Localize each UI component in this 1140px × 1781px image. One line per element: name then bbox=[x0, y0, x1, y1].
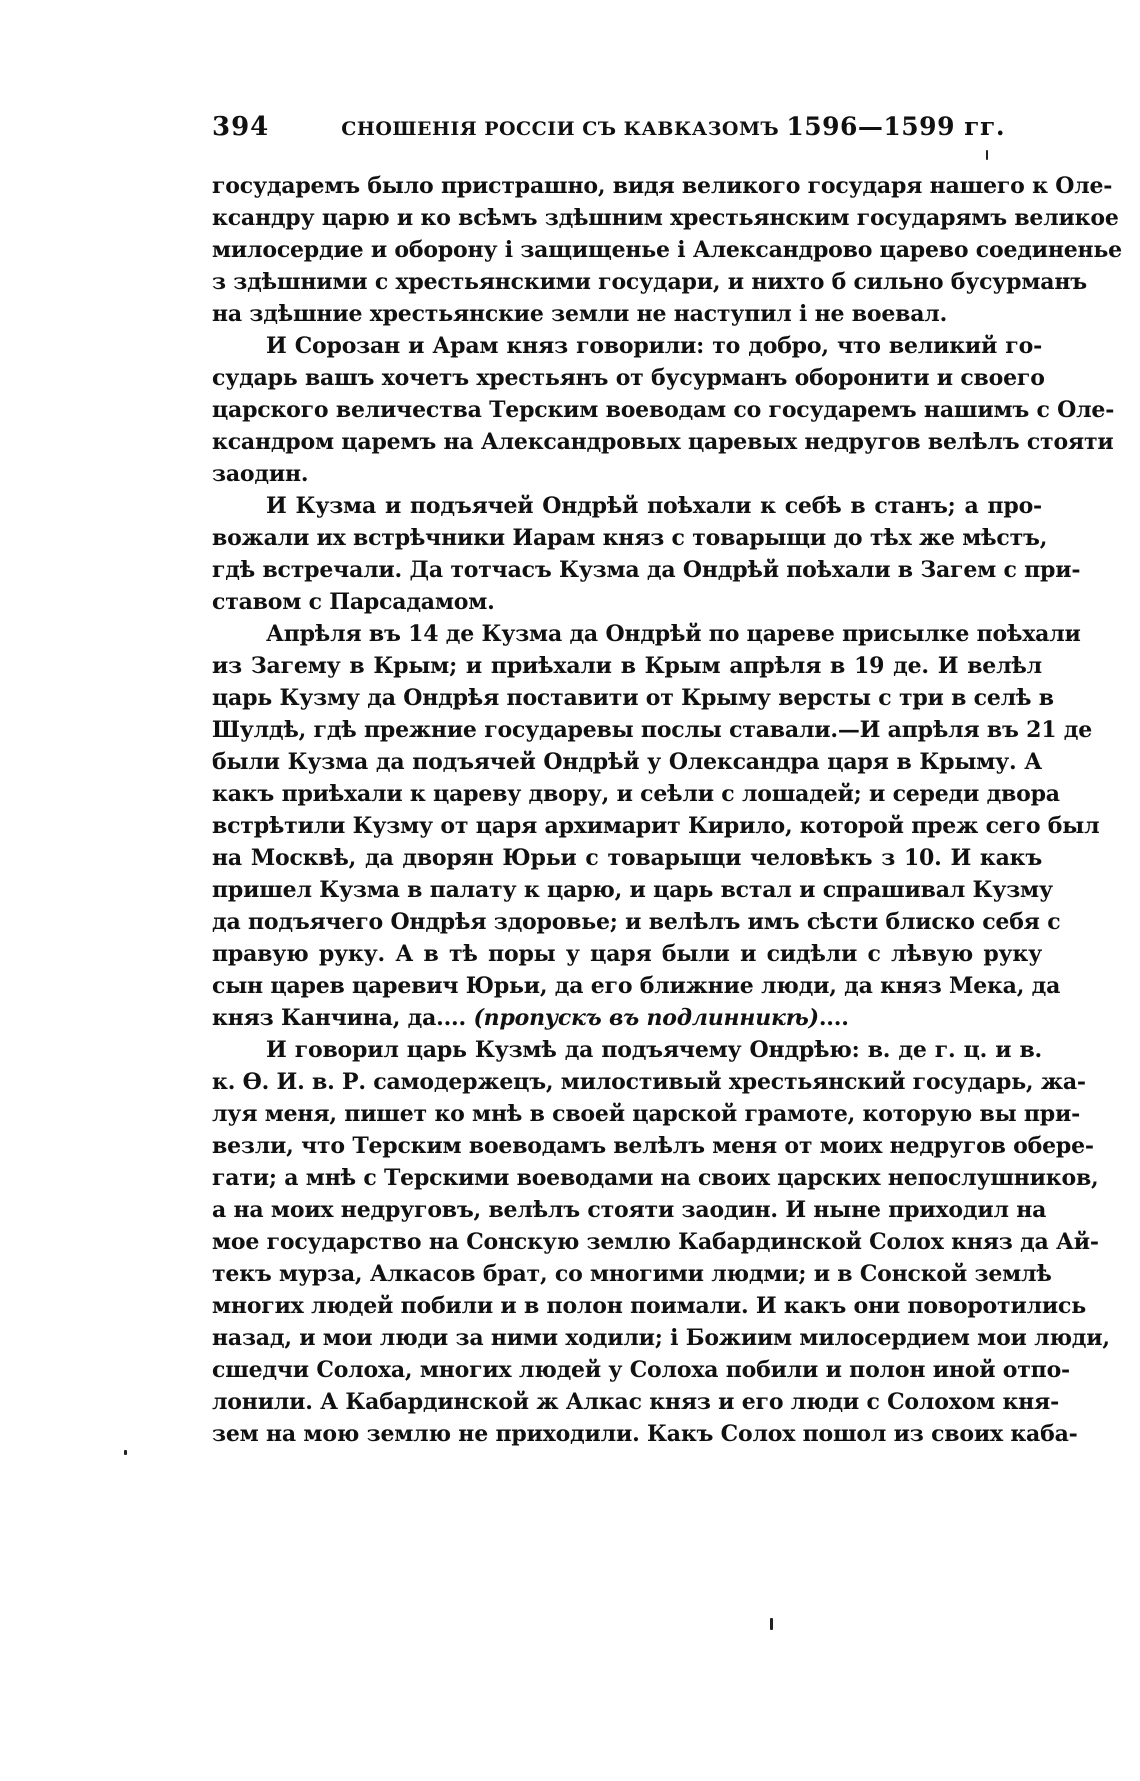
running-title-years: 1596—1599 гг. bbox=[786, 112, 1006, 141]
paragraph bbox=[212, 170, 1122, 330]
text-line: И говорил царь Кузмѣ да подъячему Ондрѣю: в. де г. ц. и в. bbox=[266, 1037, 1042, 1063]
text-line: на здѣшние хрестьянские земли не наступил і не воевал. bbox=[212, 301, 948, 327]
text-line: княз Канчина, да.... (пропускъ въ подлинникѣ).... bbox=[212, 1005, 849, 1031]
paragraph bbox=[212, 490, 1081, 618]
text-line: сын царев царевич Юрьи, да его ближние люди, да княз Мека, да bbox=[212, 973, 1061, 999]
running-title-text: СНОШЕНІЯ РОССІИ СЪ КАВКАЗОМЪ bbox=[341, 118, 780, 140]
text-line: Апрѣля въ 14 де Кузма да Ондрѣй по цареве присылке поѣхали bbox=[266, 621, 1081, 647]
text-line: заодин. bbox=[212, 461, 309, 487]
text-line: луя меня, пишет ко мнѣ в своей царской грамоте, которую вы при- bbox=[212, 1101, 1081, 1127]
text-line: сшедчи Солоха, многих людей у Солоха побили и полон иной отпо- bbox=[212, 1357, 1070, 1383]
page-number: 394 bbox=[212, 112, 270, 142]
text-line: вожали их встрѣчники Иарам княз с товарыщи до тѣх же мѣстъ, bbox=[212, 525, 1048, 551]
paragraph bbox=[212, 618, 1100, 1034]
text-line: к. Ѳ. И. в. Р. самодержецъ, милостивый хрестьянский государь, жа- bbox=[212, 1069, 1086, 1095]
text-line: царь Кузму да Ондрѣя поставити от Крыму версты с три в селѣ в bbox=[212, 685, 1054, 711]
text-line: текъ мурза, Алкасов брат, со многими людми; и в Сонской землѣ bbox=[212, 1261, 1052, 1287]
text-line: из Загему в Крым; и приѣхали в Крым апрѣля в 19 де. И велѣл bbox=[212, 653, 1042, 679]
text-line: встрѣтили Кузму от царя архимарит Кирило, которой преж сего был bbox=[212, 813, 1100, 839]
scan-speck bbox=[124, 1450, 127, 1455]
text-line: зем на мою землю не приходили. Какъ Солох пошол из своих каба- bbox=[212, 1421, 1078, 1447]
text-line: государемъ было пристрашно, видя великого государя нашего к Оле- bbox=[212, 173, 1113, 199]
paragraph bbox=[212, 1034, 1110, 1450]
text-line: мое государство на Сонскую землю Кабардинской Солох княз да Ай- bbox=[212, 1229, 1099, 1255]
text-line: милосердие и оборону і защищенье і Александрово царево соединенье bbox=[212, 237, 1122, 263]
text-line: з здѣшними с хрестьянскими государи, и нихто б сильно бусурманъ bbox=[212, 269, 1087, 295]
text-line: И Сорозан и Арам княз говорили: то добро, что великий го- bbox=[266, 333, 1042, 359]
body-text bbox=[212, 170, 1122, 1450]
text-line: правую руку. А в тѣ поры у царя были и сидѣли с лѣвую руку bbox=[212, 941, 1042, 967]
text-line: лонили. А Кабардинской ж Алкас княз и его люди с Солохом кня- bbox=[212, 1389, 1060, 1415]
text-line: назад, и мои люди за ними ходили; і Божиим милосердием мои люди, bbox=[212, 1325, 1110, 1351]
text-line: ксандром царемъ на Александровых царевых недругов велѣлъ стояти bbox=[212, 429, 1114, 455]
text-line: ставом с Парсадамом. bbox=[212, 589, 495, 615]
running-title bbox=[341, 112, 1005, 141]
text-line: а на моих недруговъ, велѣлъ стояти заодин. И ныне приходил на bbox=[212, 1197, 1047, 1223]
text-line: многих людей побили и в полон поимали. И какъ они поворотились bbox=[212, 1293, 1086, 1319]
text-line: царского величества Терским воеводам со государемъ нашимъ с Оле- bbox=[212, 397, 1115, 423]
text-line: И Кузма и подъячей Ондрѣй поѣхали к себѣ в станъ; а про- bbox=[266, 493, 1042, 519]
text-line: пришел Кузма в палату к царю, и царь встал и спрашивал Кузму bbox=[212, 877, 1053, 903]
text-line: везли, что Терским воеводамъ велѣлъ меня от моих недругов обере- bbox=[212, 1133, 1094, 1159]
text-line: гдѣ встречали. Да тотчасъ Кузма да Ондрѣй поѣхали в Загем с при- bbox=[212, 557, 1081, 583]
text-line: Шулдѣ, гдѣ прежние государевы послы ставали.—И апрѣля въ 21 де bbox=[212, 717, 1093, 743]
scan-speck bbox=[986, 150, 988, 160]
text-line: были Кузма да подъячей Ондрѣй у Олександра царя в Крыму. А bbox=[212, 749, 1042, 775]
text-line: да подъячего Ондрѣя здоровье; и велѣлъ имъ сѣсти блиско себя с bbox=[212, 909, 1061, 935]
text-line: сударь вашъ хочетъ хрестьянъ от бусурманъ оборонити и своего bbox=[212, 365, 1045, 391]
scan-speck bbox=[770, 1618, 773, 1630]
text-line: какъ приѣхали к цареву двору, и сеѣли с лошадей; и середи двора bbox=[212, 781, 1060, 807]
text-line: ксандру царю и ко всѣмъ здѣшним хрестьянским государямъ великое bbox=[212, 205, 1119, 231]
text-line: гати; а мнѣ с Терскими воеводами на своих царских непослушников, bbox=[212, 1165, 1099, 1191]
text-line: на Москвѣ, да дворян Юрьи с товарыщи человѣкъ з 10. И какъ bbox=[212, 845, 1042, 871]
page-header bbox=[212, 112, 1042, 152]
paragraph bbox=[212, 330, 1115, 490]
